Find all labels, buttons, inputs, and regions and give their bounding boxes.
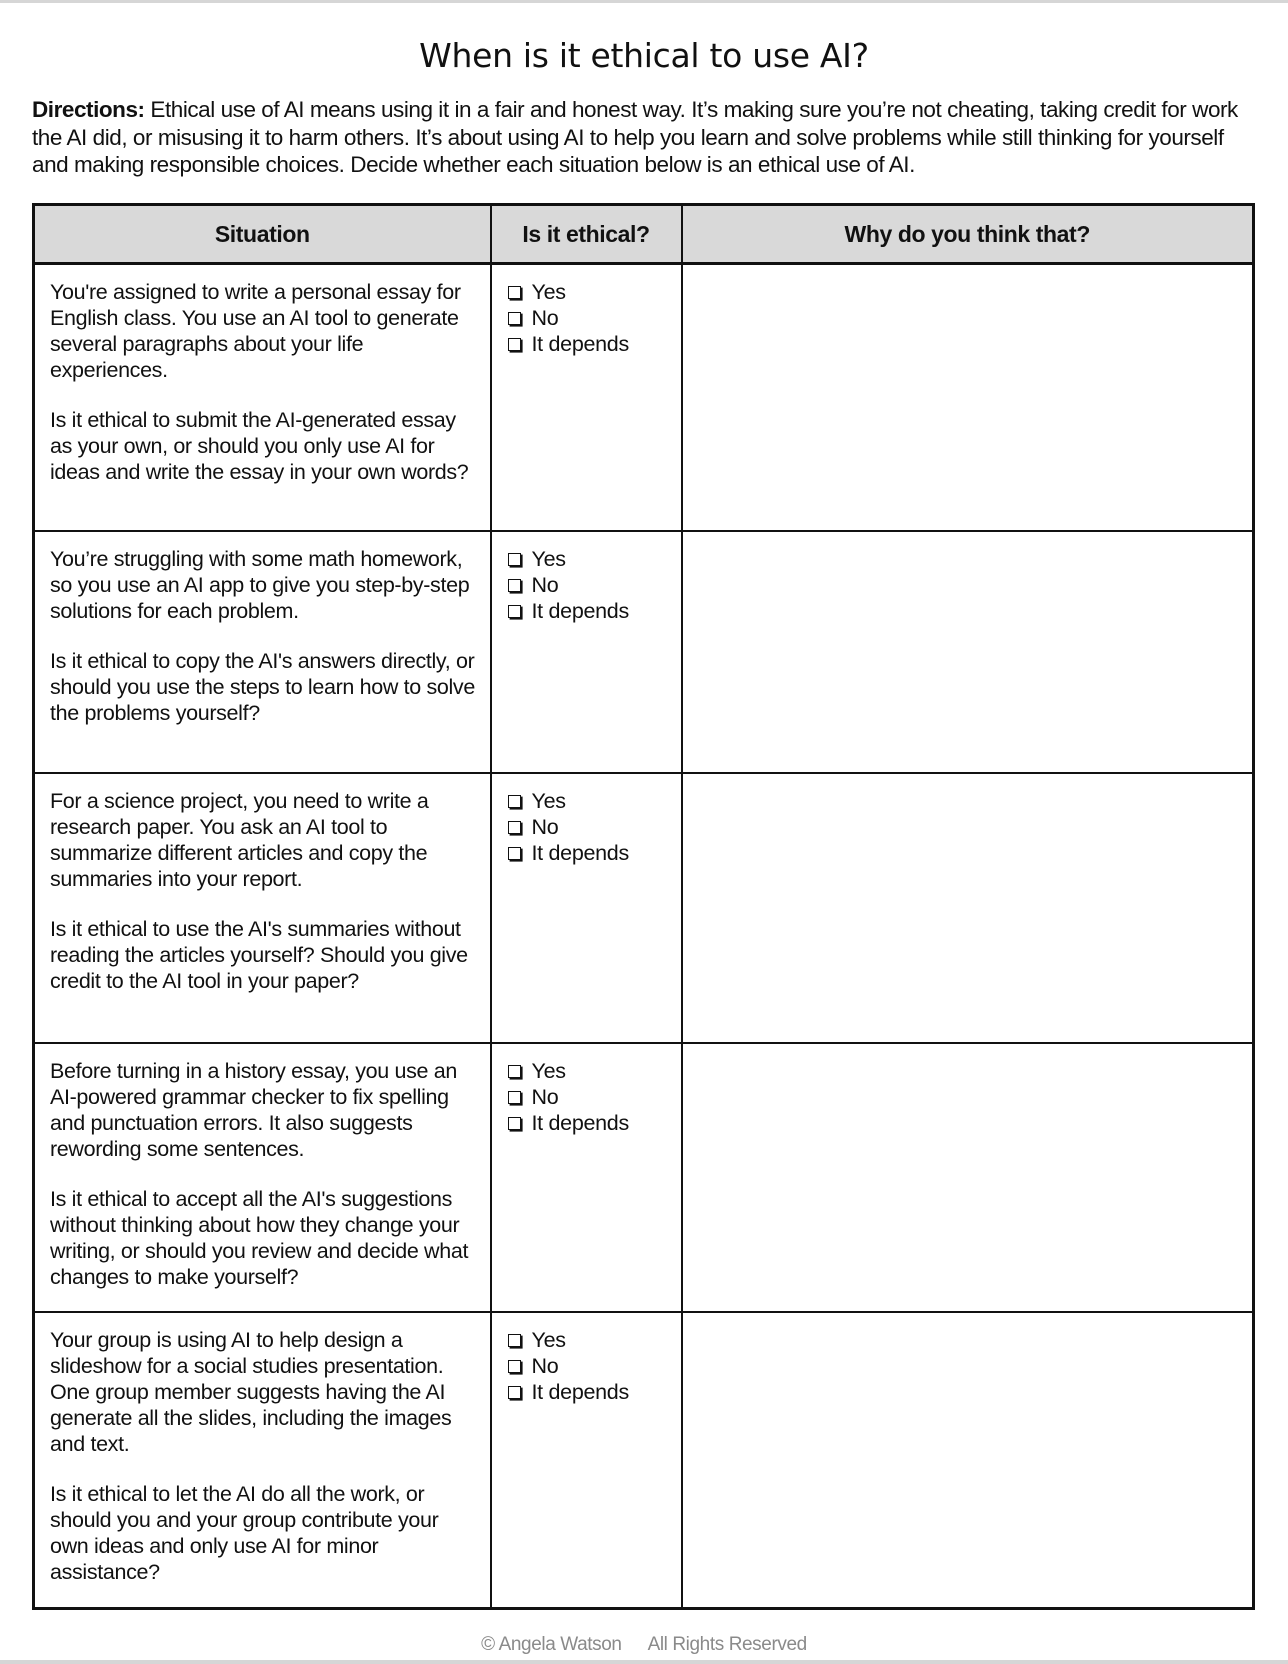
table-row xyxy=(34,531,1254,773)
situation-cell xyxy=(34,1312,491,1609)
option-yes[interactable] xyxy=(508,546,681,572)
checkbox-icon[interactable] xyxy=(508,605,521,618)
ethical-choice-cell xyxy=(491,531,682,773)
table-body xyxy=(34,264,1254,1609)
situation-text xyxy=(35,1313,490,1585)
option-label: It depends xyxy=(531,332,629,356)
why-answer-field[interactable] xyxy=(682,1043,1254,1312)
ethical-choice-cell xyxy=(491,773,682,1043)
checkbox-icon[interactable] xyxy=(508,1360,521,1373)
option-it-depends[interactable] xyxy=(508,1379,681,1405)
ethical-choice-cell xyxy=(491,1043,682,1312)
option-it-depends[interactable] xyxy=(508,1110,681,1136)
option-it-depends[interactable] xyxy=(508,331,681,357)
option-yes[interactable] xyxy=(508,788,681,814)
option-label: Yes xyxy=(531,280,566,304)
ethical-options-list xyxy=(492,774,681,866)
column-header-situation: Situation xyxy=(34,205,491,264)
option-label: It depends xyxy=(531,1380,629,1404)
footer-rights: All Rights Reserved xyxy=(647,1634,807,1655)
scenario-text: You're assigned to write a personal essay for English class. You use an AI tool to generate several paragraphs about your life experiences. xyxy=(50,280,461,382)
table-row xyxy=(34,1043,1254,1312)
situation-text xyxy=(35,265,490,485)
option-no[interactable] xyxy=(508,1084,681,1110)
option-no[interactable] xyxy=(508,814,681,840)
footer xyxy=(0,1634,1288,1656)
ethical-options-list xyxy=(492,1044,681,1136)
scenario-text: You’re struggling with some math homework, so you use an AI app to give you step-by-step solutions for each problem. xyxy=(50,547,470,623)
checkbox-icon[interactable] xyxy=(508,286,521,299)
directions-text: Ethical use of AI means using it in a fair and honest way. It’s making sure you’re not cheating, taking credit for work the AI did, or misusing it to harm others. It’s about using AI to help you learn and solve problems while still thinking for yourself and making responsible choices. Decide whether each situation below is an ethical use of AI. xyxy=(32,97,1238,177)
page-title: When is it ethical to use AI? xyxy=(419,36,869,75)
option-label: Yes xyxy=(531,789,566,813)
option-label: No xyxy=(531,815,559,839)
option-label: It depends xyxy=(531,841,629,865)
situation-cell xyxy=(34,531,491,773)
checkbox-icon[interactable] xyxy=(508,821,521,834)
question-text: Is it ethical to use the AI's summaries without reading the articles yourself? Should you give credit to the AI tool in your paper? xyxy=(50,917,468,993)
option-label: No xyxy=(531,306,559,330)
column-header-is-it-ethical: Is it ethical? xyxy=(491,205,682,264)
situation-text xyxy=(35,532,490,726)
ethical-choice-cell xyxy=(491,1312,682,1609)
situation-cell xyxy=(34,773,491,1043)
ethics-worksheet-table xyxy=(32,203,1255,1610)
ethical-options-list xyxy=(492,532,681,624)
table-row xyxy=(34,773,1254,1043)
scenario-text: Your group is using AI to help design a slideshow for a social studies presentation. One group member suggests having the AI generate all the slides, including the images and text. xyxy=(50,1328,452,1456)
column-header-why: Why do you think that? xyxy=(682,205,1254,264)
table-row xyxy=(34,264,1254,532)
situation-cell xyxy=(34,264,491,532)
why-answer-field[interactable] xyxy=(682,531,1254,773)
option-label: No xyxy=(531,573,559,597)
checkbox-icon[interactable] xyxy=(508,795,521,808)
situation-cell xyxy=(34,1043,491,1312)
checkbox-icon[interactable] xyxy=(508,847,521,860)
checkbox-icon[interactable] xyxy=(508,579,521,592)
why-answer-field[interactable] xyxy=(682,1312,1254,1609)
checkbox-icon[interactable] xyxy=(508,1065,521,1078)
option-it-depends[interactable] xyxy=(508,840,681,866)
option-no[interactable] xyxy=(508,572,681,598)
option-yes[interactable] xyxy=(508,1058,681,1084)
checkbox-icon[interactable] xyxy=(508,1117,521,1130)
top-border-rule xyxy=(0,0,1288,3)
situation-text xyxy=(35,1044,490,1290)
checkbox-icon[interactable] xyxy=(508,1334,521,1347)
table-row xyxy=(34,1312,1254,1609)
option-label: No xyxy=(531,1354,559,1378)
checkbox-icon[interactable] xyxy=(508,312,521,325)
question-text: Is it ethical to copy the AI's answers directly, or should you use the steps to learn how to solve the problems yourself? xyxy=(50,649,475,725)
checkbox-icon[interactable] xyxy=(508,553,521,566)
option-yes[interactable] xyxy=(508,279,681,305)
checkbox-icon[interactable] xyxy=(508,338,521,351)
option-label: Yes xyxy=(531,547,566,571)
option-label: Yes xyxy=(531,1059,566,1083)
footer-copyright: © Angela Watson xyxy=(481,1634,622,1655)
scenario-text: For a science project, you need to write a research paper. You ask an AI tool to summarize different articles and copy the summaries into your report. xyxy=(50,789,429,891)
option-label: It depends xyxy=(531,599,629,623)
why-answer-field[interactable] xyxy=(682,773,1254,1043)
bottom-border-rule xyxy=(0,1660,1288,1664)
option-label: No xyxy=(531,1085,559,1109)
ethical-options-list xyxy=(492,265,681,357)
why-answer-field[interactable] xyxy=(682,264,1254,532)
option-no[interactable] xyxy=(508,1353,681,1379)
table-header-row xyxy=(34,205,1254,264)
option-it-depends[interactable] xyxy=(508,598,681,624)
question-text: Is it ethical to let the AI do all the work, or should you and your group contribute your own ideas and only use AI for minor assistance? xyxy=(50,1482,439,1584)
ethical-choice-cell xyxy=(491,264,682,532)
checkbox-icon[interactable] xyxy=(508,1386,521,1399)
option-yes[interactable] xyxy=(508,1327,681,1353)
situation-text xyxy=(35,774,490,994)
question-text: Is it ethical to accept all the AI's suggestions without thinking about how they change your writing, or should you review and decide what changes to make yourself? xyxy=(50,1187,469,1289)
directions-label: Directions: xyxy=(32,97,145,122)
checkbox-icon[interactable] xyxy=(508,1091,521,1104)
option-label: It depends xyxy=(531,1111,629,1135)
question-text: Is it ethical to submit the AI-generated essay as your own, or should you only use AI for ideas and write the essay in your own words? xyxy=(50,408,469,484)
directions-paragraph xyxy=(32,96,1258,179)
scenario-text: Before turning in a history essay, you use an AI-powered grammar checker to fix spelling and punctuation errors. It also suggests rewording some sentences. xyxy=(50,1059,457,1161)
option-label: Yes xyxy=(531,1328,566,1352)
option-no[interactable] xyxy=(508,305,681,331)
ethical-options-list xyxy=(492,1313,681,1405)
